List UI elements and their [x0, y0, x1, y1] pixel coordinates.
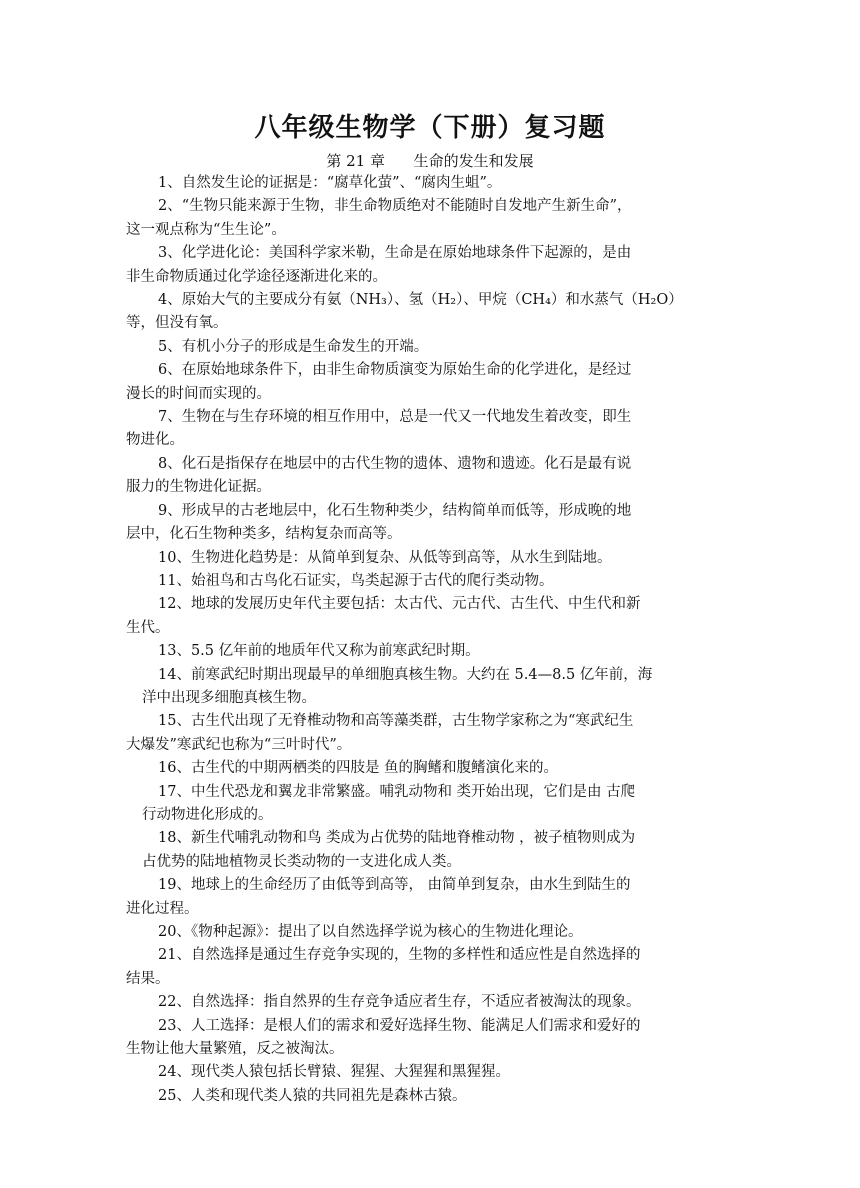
- review-item-line1: 23、人工选择：是根人们的需求和爱好选择生物、能满足人们需求和爱好的: [158, 1017, 641, 1034]
- review-item-line1: 4、原始大气的主要成分有氨（NH₃）、氢（H₂）、甲烷（CH₄）和水蒸气（H₂O）: [158, 292, 683, 309]
- review-item-line2: 等，但没有氧。: [126, 315, 228, 332]
- review-item-line1: 2、“生物只能来源于生物，非生命物质绝对不能随时自发地产生新生命”，: [158, 198, 632, 215]
- review-item-line1: 20、《物种起源》：提出了以自然选择学说为核心的生物进化理论。: [158, 924, 583, 940]
- chapter-heading: 第 21 章 生命的发生和发展: [326, 152, 534, 170]
- review-item-line2: 结果。: [126, 970, 170, 987]
- review-item: [126, 781, 730, 828]
- review-item: [126, 921, 730, 944]
- review-item-line1: 1、自然发生论的证据是：“腐草化萤”、“腐肉生蛆”。: [158, 175, 502, 191]
- review-item-line1: 10、生物进化趋势是：从简单到复杂、从低等到高等，从水生到陆地。: [158, 549, 612, 566]
- review-item: [126, 664, 730, 711]
- document-title: 八年级生物学（下册）复习题: [254, 113, 606, 143]
- review-item-line1: 17、中生代恐龙和翼龙非常繁盛。哺乳动物和 类开始出现，它们是由 古爬: [158, 783, 636, 800]
- review-item: [126, 944, 730, 991]
- review-item-line1: 9、形成早的古老地层中，化石生物种类少，结构简单而低等，形成晚的地: [158, 502, 632, 519]
- review-item-line2: 层中，化石生物种类多，结构复杂而高等。: [126, 526, 402, 543]
- review-item-line1: 11、始祖鸟和古鸟化石证实，鸟类起源于古代的爬行类动物。: [158, 572, 554, 589]
- review-item: [126, 570, 730, 593]
- review-item-line2: 服力的生物进化证据。: [126, 479, 271, 496]
- review-item: [126, 500, 730, 547]
- review-item: [126, 195, 730, 242]
- review-item-line2: 生代。: [126, 619, 170, 636]
- review-item: [126, 710, 730, 757]
- review-item: [126, 172, 730, 195]
- review-item-line2: 漫长的时间而实现的。: [126, 385, 271, 402]
- review-item: [126, 874, 730, 921]
- review-item: [126, 757, 730, 780]
- review-item-line2: 洋中出现多细胞真核生物。: [142, 689, 316, 706]
- review-item-line1: 14、前寒武纪时期出现最早的单细胞真核生物。大约在 5.4—8.5 亿年前，海: [158, 666, 653, 683]
- review-item-line1: 3、化学进化论：美国科学家米勒，生命是在原始地球条件下起源的，是由: [158, 245, 632, 262]
- review-item-line1: 16、古生代的中期两栖类的四肢是 鱼的胸鳍和腹鳍演化来的。: [158, 760, 559, 777]
- review-item-line1: 18、新生代哺乳动物和鸟 类成为占优势的陆地脊椎动物 ，被子植物则成为: [158, 830, 636, 847]
- review-item: [126, 242, 730, 289]
- review-item-line1: 22、自然选择：指自然界的生存竞争适应者生存，不适应者被淘汰的现象。: [158, 994, 641, 1011]
- review-item: [126, 406, 730, 453]
- review-item-line1: 19、地球上的生命经历了由低等到高等， 由简单到复杂，由水生到陆生的: [158, 877, 631, 894]
- review-item: [126, 640, 730, 663]
- review-item: [126, 1015, 730, 1062]
- review-item-line1: 15、古生代出现了无脊椎动物和高等藻类群，古生物学家称之为“寒武纪生: [158, 713, 634, 730]
- review-item: [126, 359, 730, 406]
- review-item: [126, 547, 730, 570]
- review-item-line1: 6、在原始地球条件下，由非生命物质演变为原始生命的化学进化，是经过: [158, 362, 632, 379]
- review-item-line1: 25、人类和现代类人猿的共同祖先是森林古猿。: [158, 1087, 467, 1104]
- review-item: [126, 289, 730, 336]
- review-item-line1: 13、5.5 亿年前的地质年代又称为前寒武纪时期。: [158, 643, 480, 660]
- review-item-line1: 24、现代类人猿包括长臂猿、猩猩、大猩猩和黑猩猩。: [158, 1064, 510, 1081]
- review-item-line2: 生物让他大量繁殖，反之被淘汰。: [126, 1041, 344, 1058]
- review-item-line2: 占优势的陆地植物灵长类动物的一支进化成人类。: [142, 853, 461, 870]
- review-item: [126, 336, 730, 359]
- review-item-line2: 非生命物质通过化学途径逐渐进化来的。: [126, 268, 387, 285]
- review-item-line1: 8、化石是指保存在地层中的古代生物的遗体、遗物和遗迹。化石是最有说: [158, 455, 632, 472]
- review-item: [126, 991, 730, 1014]
- review-item-line2: 大爆发”寒武纪也称为“三叶时代”。: [126, 736, 352, 753]
- review-item-line1: 7、生物在与生存环境的相互作用中，总是一代又一代地发生着改变，即生: [158, 409, 632, 426]
- review-item-line2: 这一观点称为“生生论”。: [126, 221, 286, 238]
- review-item: [126, 1085, 730, 1108]
- review-item: [126, 593, 730, 640]
- review-item-line1: 5、有机小分子的形成是生命发生的开端。: [158, 338, 429, 355]
- review-item: [126, 827, 730, 874]
- review-items: [126, 172, 730, 1108]
- review-item-line2: 行动物进化形成的。: [142, 806, 273, 823]
- review-item: [126, 453, 730, 500]
- review-item-line2: 进化过程。: [126, 900, 199, 917]
- review-item-line2: 物进化。: [126, 432, 184, 449]
- review-item: [126, 1061, 730, 1084]
- review-item-line1: 12、地球的发展历史年代主要包括：太古代、元古代、古生代、中生代和新: [158, 596, 641, 613]
- review-item-line1: 21、自然选择是通过生存竞争实现的，生物的多样性和适应性是自然选择的: [158, 947, 641, 964]
